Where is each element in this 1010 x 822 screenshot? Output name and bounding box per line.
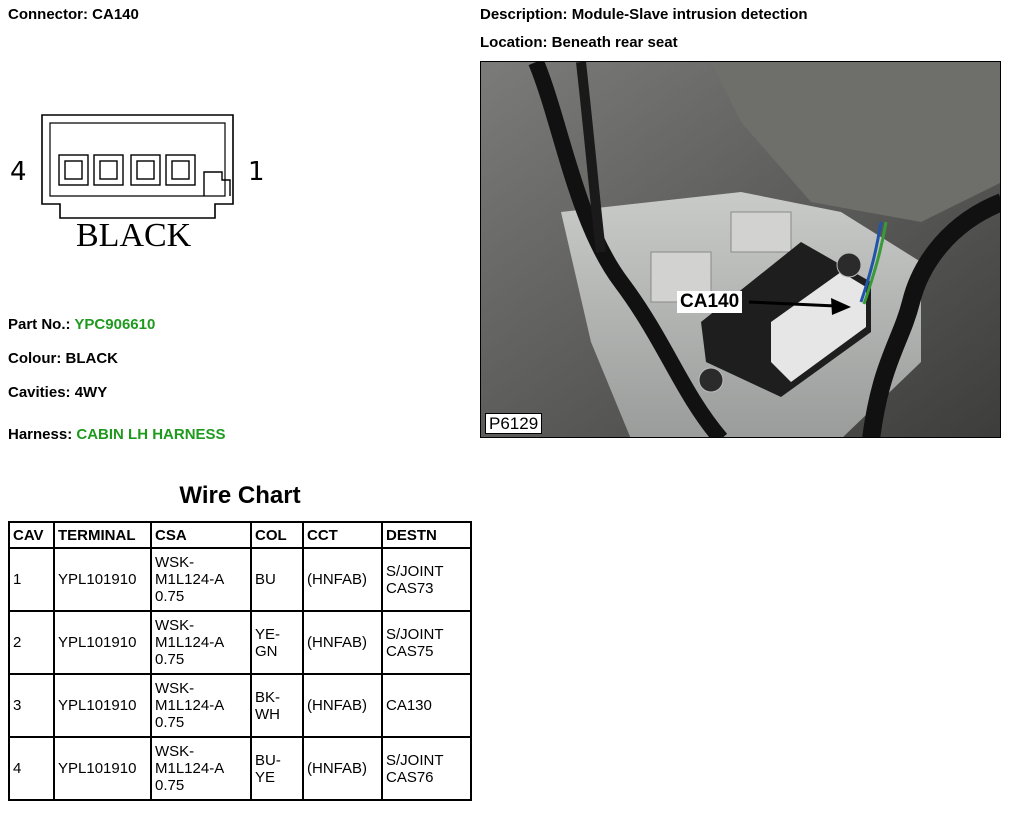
- cell-terminal: YPL101910: [54, 611, 151, 674]
- cell-terminal: YPL101910: [54, 737, 151, 800]
- colour-line: [8, 350, 118, 367]
- location-label: Location:: [480, 34, 548, 51]
- header-destn: DESTN: [382, 522, 471, 548]
- location-line: [480, 34, 678, 51]
- header-cct: CCT: [303, 522, 382, 548]
- cell-terminal: YPL101910: [54, 548, 151, 611]
- connector-label: Connector:: [8, 6, 88, 23]
- cavities-value: 4WY: [74, 384, 108, 401]
- harness-label: Harness:: [8, 426, 73, 443]
- cell-cav: 2: [9, 611, 54, 674]
- cell-col: BK- WH: [251, 674, 303, 737]
- table-row: [9, 737, 471, 800]
- table-row: [9, 548, 471, 611]
- location-photo: [480, 61, 1001, 438]
- table-row: [9, 674, 471, 737]
- cell-cav: 1: [9, 548, 54, 611]
- connector-face-diagram: [0, 100, 290, 260]
- connector-id: CA140: [92, 6, 139, 23]
- cell-destn: S/JOINT CAS73: [382, 548, 471, 611]
- header-col: COL: [251, 522, 303, 548]
- cavities-line: [8, 384, 107, 401]
- photo-illustration: [481, 62, 1001, 438]
- connector-colour-text: BLACK: [76, 217, 192, 254]
- header-cav: CAV: [9, 522, 54, 548]
- cell-col: YE- GN: [251, 611, 303, 674]
- cell-csa: WSK- M1L124-A 0.75: [151, 674, 251, 737]
- harness-line: [8, 426, 226, 443]
- wire-chart-title: Wire Chart: [179, 482, 301, 509]
- header-terminal: TERMINAL: [54, 522, 151, 548]
- pin-right-number: 1: [248, 157, 265, 187]
- cell-terminal: YPL101910: [54, 674, 151, 737]
- cell-destn: S/JOINT CAS76: [382, 737, 471, 800]
- connector-heading: [8, 6, 139, 23]
- keying-tab: [204, 172, 230, 196]
- colour-label: Colour:: [8, 350, 62, 367]
- cell-col: BU- YE: [251, 737, 303, 800]
- cell-csa: WSK- M1L124-A 0.75: [151, 611, 251, 674]
- header-csa: CSA: [151, 522, 251, 548]
- description-label: Description:: [480, 6, 568, 23]
- cell-cav: 4: [9, 737, 54, 800]
- colour-value: BLACK: [65, 350, 118, 367]
- photo-callout-label: CA140: [677, 291, 742, 313]
- part-no-label: Part No.:: [8, 316, 71, 333]
- cell-cct: (HNFAB): [303, 548, 382, 611]
- cell-cav: 3: [9, 674, 54, 737]
- cavity-4: [59, 155, 88, 185]
- wire-chart-table: [8, 521, 472, 801]
- table-row: [9, 611, 471, 674]
- cavities-label: Cavities:: [8, 384, 71, 401]
- description-value: Module-Slave intrusion detection: [571, 6, 808, 23]
- cell-destn: CA130: [382, 674, 471, 737]
- cell-csa: WSK- M1L124-A 0.75: [151, 548, 251, 611]
- pin-left-number: 4: [10, 157, 27, 187]
- harness-value: CABIN LH HARNESS: [76, 426, 226, 443]
- cell-cct: (HNFAB): [303, 674, 382, 737]
- cavity-1: [166, 155, 195, 185]
- cell-csa: WSK- M1L124-A 0.75: [151, 737, 251, 800]
- wire-chart-header-row: [9, 522, 471, 548]
- cavity-3: [94, 155, 123, 185]
- description-line: [480, 6, 808, 23]
- cavity-2: [131, 155, 160, 185]
- cell-col: BU: [251, 548, 303, 611]
- cell-cct: (HNFAB): [303, 737, 382, 800]
- part-no-value: YPC906610: [74, 316, 156, 333]
- part-no-line: [8, 316, 155, 333]
- location-value: Beneath rear seat: [551, 34, 678, 51]
- cell-cct: (HNFAB): [303, 611, 382, 674]
- photo-reference-id: P6129: [485, 413, 542, 434]
- cell-destn: S/JOINT CAS75: [382, 611, 471, 674]
